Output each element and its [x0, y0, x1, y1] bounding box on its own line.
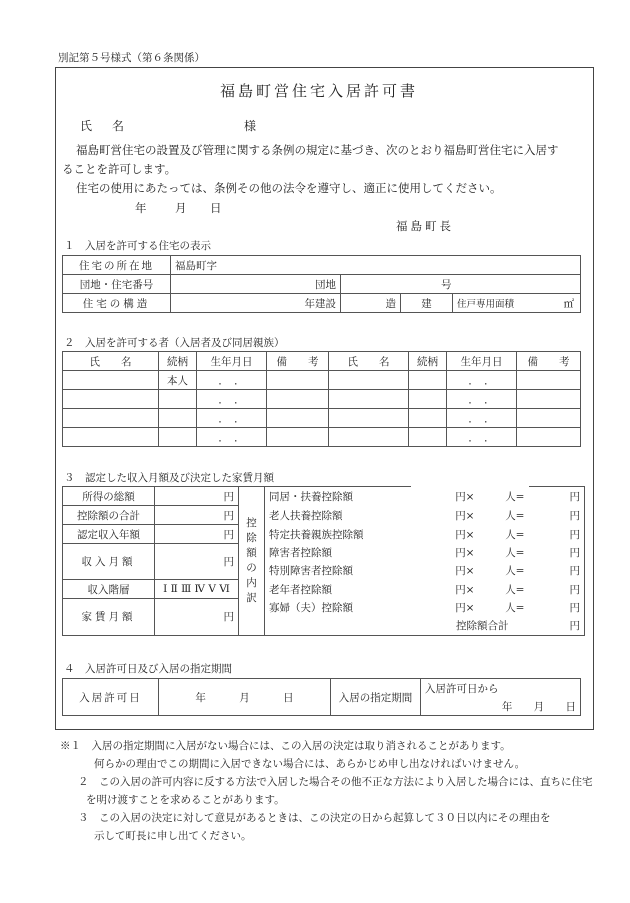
- deduction-5-persons: 人=: [505, 565, 525, 577]
- permit-day: 日: [283, 691, 294, 704]
- section2-heading: ２ 入居を許可する者（入居者及び同居親族）: [64, 337, 285, 349]
- rent-yen: 円: [155, 599, 239, 636]
- section1-heading: １ 入居を許可する住宅の表示: [64, 240, 211, 252]
- birth-dots: ． ．: [447, 409, 517, 428]
- table-cell: [63, 428, 159, 447]
- note-3a: ３ この入居の決定に対して意見があるときは、この決定の日から起算して３０日以内にその理由を: [78, 812, 551, 824]
- deduction-6-yen: 円: [529, 580, 585, 599]
- deduction-7-yen: 円: [529, 599, 585, 617]
- monthly-income-label: 収入月額: [63, 544, 155, 580]
- body-text-2: ることを許可します。: [62, 162, 177, 176]
- permit-month: 月: [239, 691, 250, 704]
- note-2a: ２ この入居の許可内容に反する方法で入居した場合その他不正な方法により入居した場合には、直ちに住宅: [78, 776, 593, 788]
- table-cell: [409, 428, 447, 447]
- rent-label: 家賃月額: [63, 599, 155, 636]
- section4-heading: ４ 入居許可日及び入居の指定期間: [64, 663, 232, 675]
- structure-label: 住宅の構造: [63, 294, 171, 313]
- deduction-2-label: 老人扶養控除額: [265, 506, 411, 525]
- table-cell: [267, 371, 329, 390]
- table-cell: [409, 390, 447, 409]
- complex-number-label: 団地・住宅番号: [63, 275, 171, 294]
- section3-heading: ３ 認定した収入月額及び決定した家賃月額: [64, 472, 274, 484]
- date-day: 日: [210, 201, 222, 215]
- construction-type-label: 造: [341, 294, 401, 313]
- table-cell: [517, 409, 581, 428]
- deduction-6-yen-x: 円×: [455, 583, 475, 596]
- income-table: [62, 486, 585, 636]
- birth-dots: ． ．: [447, 428, 517, 447]
- deduction-3-persons: 人=: [505, 528, 525, 541]
- mayor-label: 福島町長: [396, 219, 454, 233]
- table-cell: [159, 409, 197, 428]
- total-income-yen: 円: [155, 487, 239, 506]
- permit-date-cell: [159, 679, 331, 716]
- income-class-options: Ⅰ Ⅱ Ⅲ Ⅳ Ⅴ Ⅵ: [155, 580, 239, 599]
- deduction-5-yen-x: 円×: [455, 565, 475, 577]
- col-name-right: 氏 名: [329, 352, 409, 371]
- table-cell: [267, 409, 329, 428]
- floor-area-cell: [453, 294, 581, 313]
- deduction-7-yen-x: 円×: [455, 602, 475, 614]
- deduction-6-persons: 人=: [505, 583, 525, 596]
- birth-dots: ． ．: [197, 428, 267, 447]
- deduction-2-persons: 人=: [505, 509, 525, 522]
- deduction-4-label: 障害者控除額: [265, 544, 411, 562]
- table-cell: [409, 371, 447, 390]
- deduction-5-yen: 円: [529, 562, 585, 580]
- house-address-value: 福島町字: [171, 256, 581, 275]
- table-cell: [517, 390, 581, 409]
- col-name-left: 氏 名: [63, 352, 159, 371]
- deduction-1-label: 同居・扶養控除額: [265, 487, 411, 506]
- deduction-total-yen: 円: [155, 506, 239, 525]
- floor-area-label: 住戸専用面積: [457, 299, 515, 310]
- col-relation-right: 続柄: [409, 352, 447, 371]
- period-day: 日: [565, 700, 576, 713]
- birth-dots: ． ．: [197, 390, 267, 409]
- complex-label: 団地: [171, 275, 341, 294]
- date-year: 年: [135, 201, 147, 215]
- deduction-2-yen-x: 円×: [455, 509, 475, 522]
- permit-year: 年: [195, 691, 206, 704]
- deduction-4-yen: 円: [529, 544, 585, 562]
- monthly-income-yen: 円: [155, 544, 239, 580]
- note-2b: を明け渡すことを求めることがあります。: [86, 794, 285, 806]
- table-cell: [329, 409, 409, 428]
- birth-dots: ． ．: [447, 390, 517, 409]
- deduction-5-label: 特別障害者控除額: [265, 562, 411, 580]
- deduction-4-persons: 人=: [505, 547, 525, 559]
- deduction-1-yen-x: 円×: [455, 490, 475, 503]
- deduction-3-yen: 円: [529, 525, 585, 544]
- permit-date-label: 入居許可日: [63, 679, 159, 716]
- document-title: 福島町営住宅入居許可書: [220, 82, 419, 100]
- period-month: 月: [533, 700, 545, 713]
- deduction-4-yen-x: 円×: [455, 547, 475, 559]
- total-income-label: 所得の総額: [63, 487, 155, 506]
- col-birth-left: 生年月日: [197, 352, 267, 371]
- period-from-label: 入居許可日から: [421, 679, 581, 698]
- deduction-1-yen: 円: [529, 487, 585, 506]
- table-cell: [267, 390, 329, 409]
- table-cell: [159, 390, 197, 409]
- table-cell: [63, 409, 159, 428]
- note-1b: 何らかの理由でこの期間に入居できない場合には、あらかじめ申し出なければいけません。: [94, 758, 526, 770]
- birth-dots: ． ．: [197, 371, 267, 390]
- occupants-table: [62, 351, 581, 447]
- deduction-2-yen: 円: [529, 506, 585, 525]
- period-table: [62, 678, 581, 716]
- table-cell: [267, 428, 329, 447]
- deduction-7-label: 寡婦（夫）控除額: [265, 599, 411, 617]
- deduction-3-label: 特定扶養親族控除額: [265, 525, 411, 544]
- relation-self: 本人: [159, 371, 197, 390]
- body-text-3: 住宅の使用にあたっては、条例その他の法令を遵守し、適正に使用してください。: [76, 181, 502, 195]
- table-cell: [329, 390, 409, 409]
- deduction-sum-label: 控除額合計: [265, 617, 529, 636]
- body-text-1: 福島町営住宅の設置及び管理に関する条例の規定に基づき、次のとおり福島町営住宅に入居す: [76, 143, 559, 157]
- stories-label: 建: [401, 294, 453, 313]
- table-cell: [63, 390, 159, 409]
- col-relation-left: 続柄: [159, 352, 197, 371]
- table-cell: [329, 428, 409, 447]
- name-label: 氏 名: [80, 119, 129, 133]
- sama-label: 様: [244, 119, 257, 133]
- deduction-3-yen-x: 円×: [455, 528, 475, 541]
- deduction-total-label: 控除額の合計: [63, 506, 155, 525]
- table-cell: [517, 428, 581, 447]
- annual-income-yen: 円: [155, 525, 239, 544]
- income-class-label: 収入階層: [63, 580, 155, 599]
- date-month: 月: [175, 201, 187, 215]
- period-year: 年: [501, 700, 513, 713]
- birth-dots: ． ．: [197, 409, 267, 428]
- col-note-left: 備 考: [267, 352, 329, 371]
- table-cell: [63, 371, 159, 390]
- col-birth-right: 生年月日: [447, 352, 517, 371]
- deduction-breakdown-vertical: 控除額の内訳: [239, 487, 265, 636]
- table-cell: [159, 428, 197, 447]
- birth-dots: ． ．: [447, 371, 517, 390]
- note-3b: 示して町長に申し出てください。: [94, 830, 252, 842]
- unit-number-label: 号: [341, 275, 581, 294]
- period-end-cell: [421, 697, 581, 716]
- house-table: [62, 255, 581, 313]
- deduction-sum-yen: 円: [529, 617, 585, 636]
- form-label: 別記第５号様式（第６条関係）: [58, 52, 205, 64]
- col-note-right: 備 考: [517, 352, 581, 371]
- built-year-label: 年建設: [171, 294, 341, 313]
- square-meter-unit: ㎡: [563, 298, 575, 310]
- table-cell: [409, 409, 447, 428]
- annual-income-label: 認定収入年額: [63, 525, 155, 544]
- note-1a: ※１ 入居の指定期間に入居がない場合には、この入居の決定は取り消されることがあります。: [60, 740, 511, 752]
- house-address-label: 住宅の所在地: [63, 256, 171, 275]
- deduction-1-persons: 人=: [505, 490, 525, 503]
- table-cell: [329, 371, 409, 390]
- deduction-7-persons: 人=: [505, 602, 525, 614]
- table-cell: [517, 371, 581, 390]
- deduction-6-label: 老年者控除額: [265, 580, 411, 599]
- designated-period-label: 入居の指定期間: [331, 679, 421, 716]
